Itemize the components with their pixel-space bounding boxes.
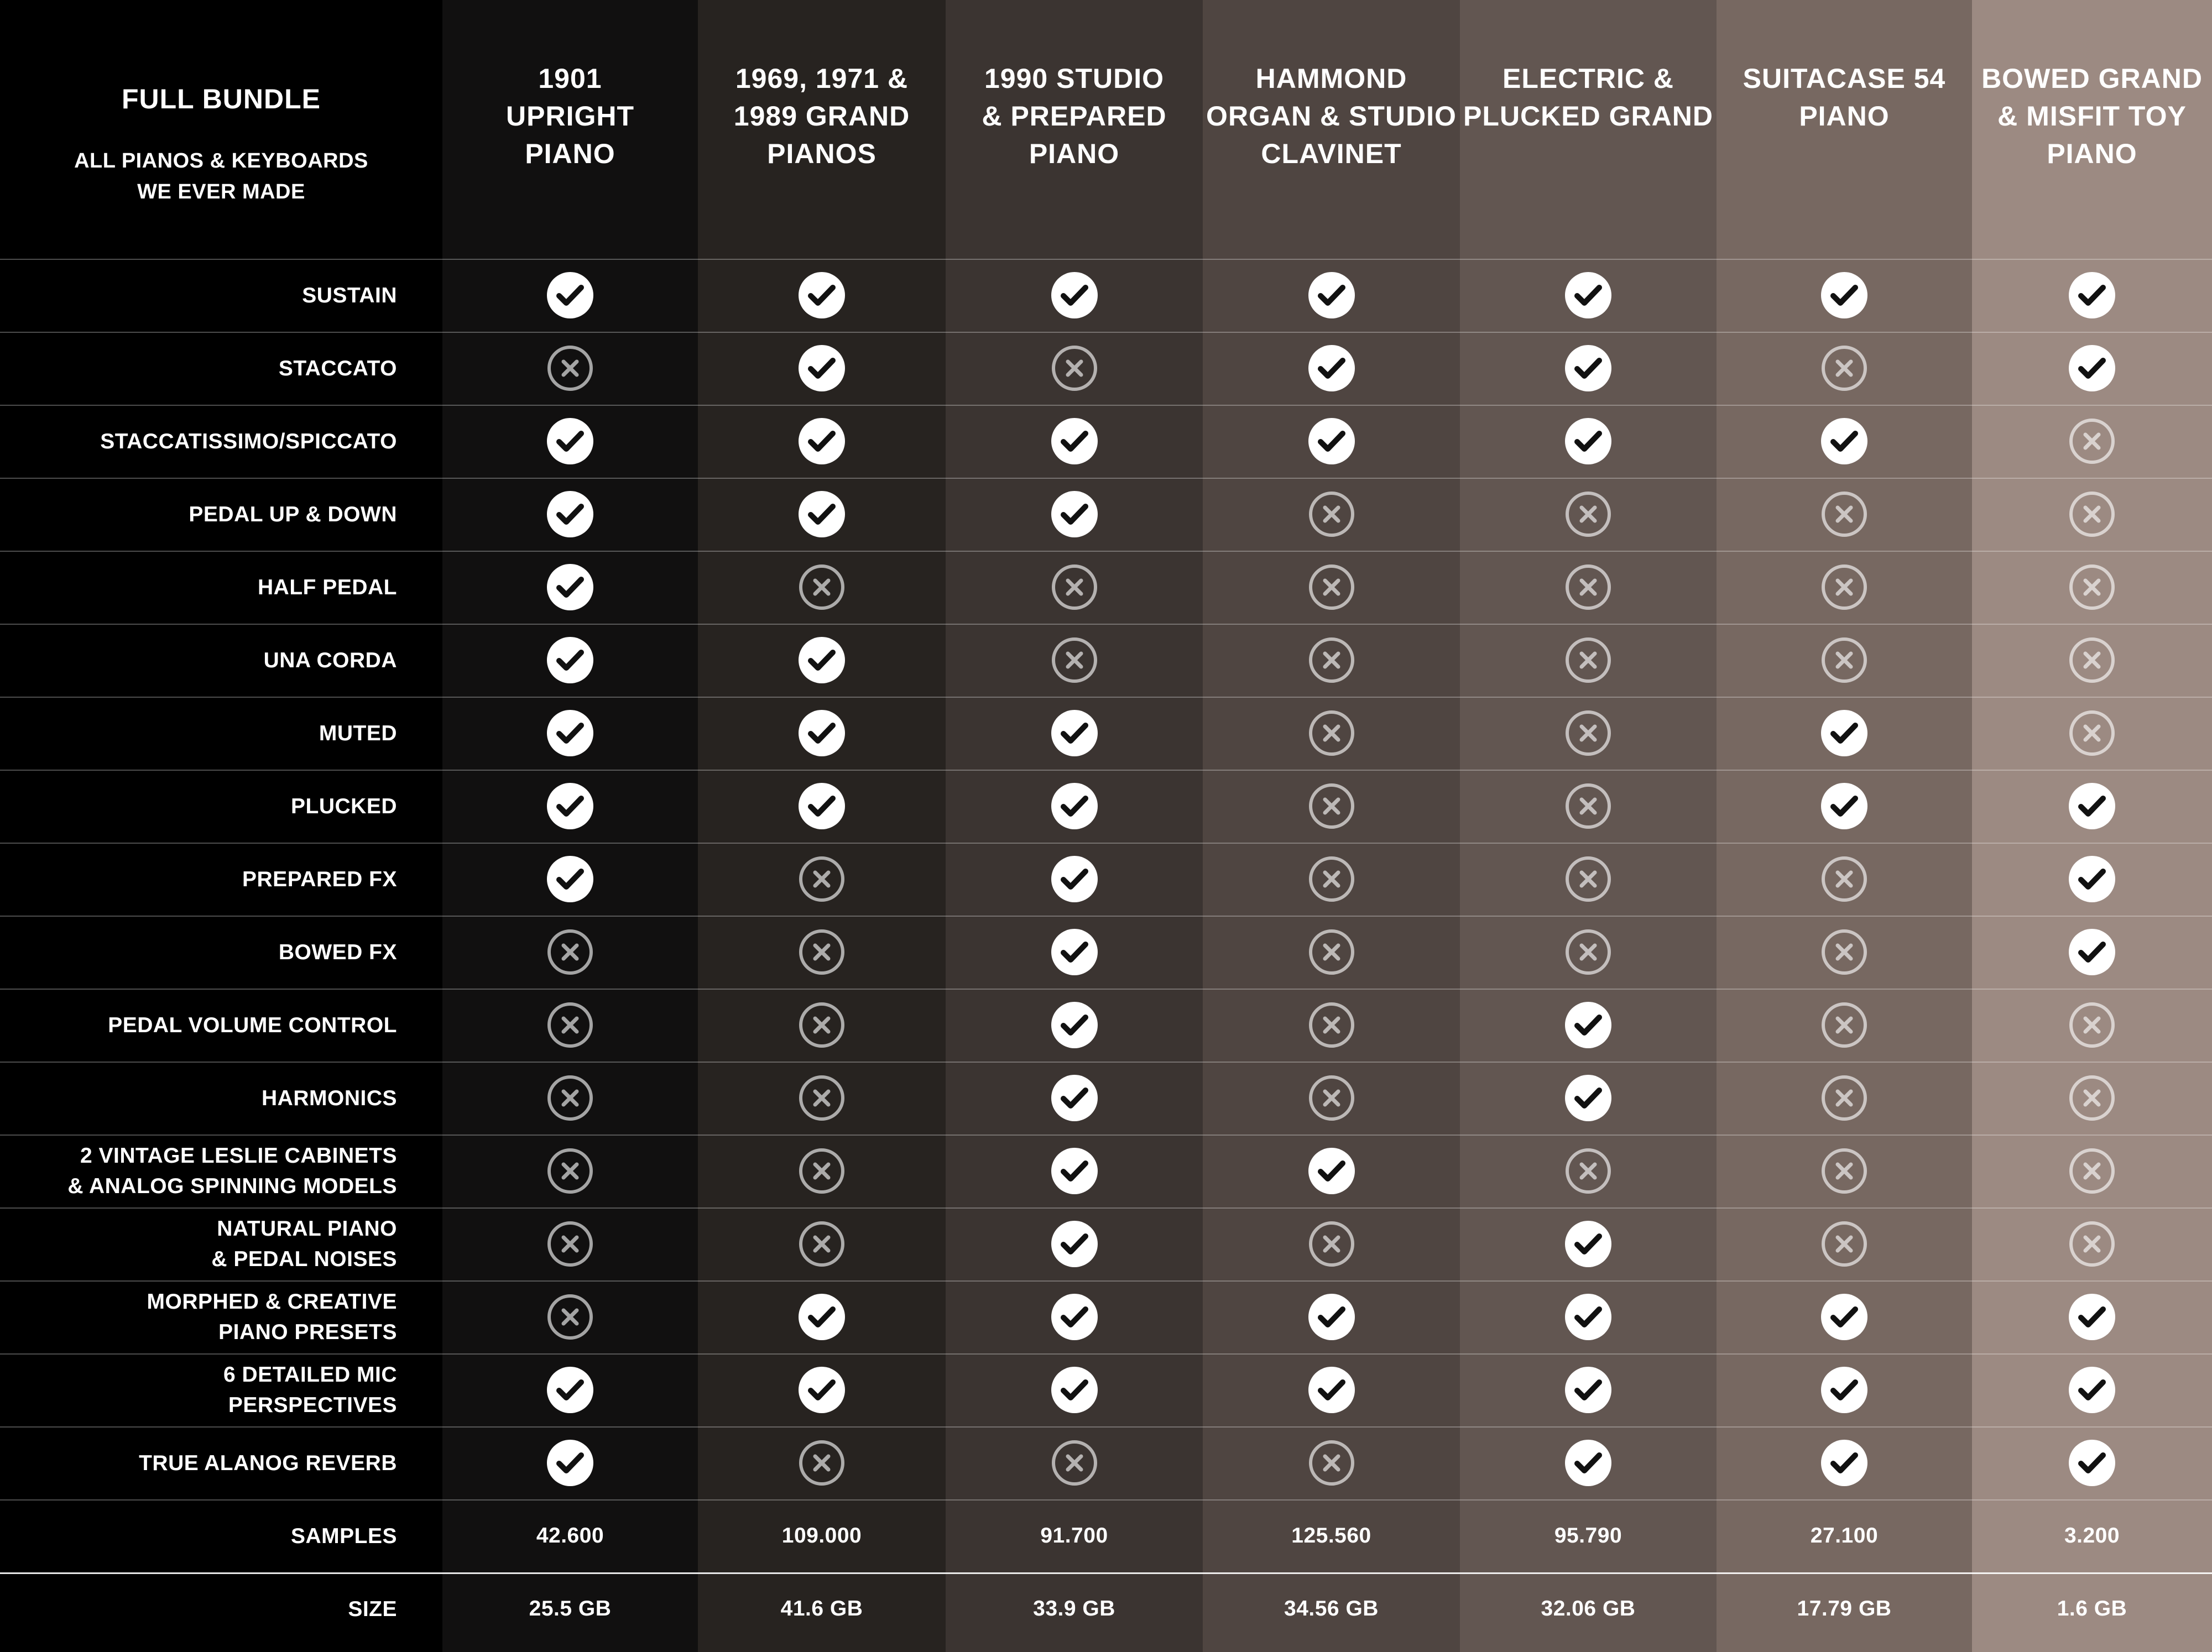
x-circle-icon — [799, 564, 845, 610]
x-circle-icon — [1051, 564, 1098, 610]
feature-included — [1717, 1426, 1972, 1499]
stat-value: 95.790 — [1554, 1524, 1623, 1548]
feature-label: HALF PEDAL — [258, 575, 397, 599]
x-circle-icon — [1821, 1221, 1867, 1267]
bundle-subtitle: ALL PIANOS & KEYBOARDS WE EVER MADE — [74, 149, 368, 203]
feature-label: STACCATO — [278, 356, 397, 380]
feature-excluded — [1460, 478, 1717, 551]
feature-label: 6 DETAILED MIC PERSPECTIVES — [223, 1363, 397, 1417]
feature-excluded — [1717, 1207, 1972, 1280]
feature-excluded — [1972, 478, 2212, 551]
check-circle-icon — [1051, 710, 1098, 756]
check-circle-icon — [547, 491, 593, 537]
feature-label: PLUCKED — [290, 794, 397, 818]
check-circle-icon — [799, 1367, 845, 1413]
feature-included — [698, 332, 946, 405]
x-circle-icon — [1051, 345, 1098, 391]
stat-value: 91.700 — [1040, 1524, 1108, 1548]
x-circle-icon — [2069, 1148, 2115, 1194]
feature-included — [698, 1280, 946, 1353]
feature-included — [1972, 770, 2212, 843]
feature-excluded — [698, 551, 946, 624]
x-circle-icon — [1308, 564, 1355, 610]
check-circle-icon — [547, 637, 593, 683]
stat-value: 33.9 GB — [1033, 1597, 1115, 1620]
feature-excluded — [1972, 405, 2212, 478]
feature-label: TRUE ALANOG REVERB — [139, 1451, 397, 1475]
x-circle-icon — [547, 1148, 593, 1194]
x-circle-icon — [1308, 929, 1355, 975]
feature-label: MORPHED & CREATIVE PIANO PRESETS — [147, 1290, 397, 1344]
bundle-title: FULL BUNDLE — [121, 83, 321, 114]
feature-excluded — [1972, 697, 2212, 770]
feature-included — [946, 1062, 1203, 1135]
x-circle-icon — [1565, 783, 1611, 829]
feature-excluded — [1460, 916, 1717, 989]
feature-excluded — [1203, 1207, 1460, 1280]
stat-value: 34.56 GB — [1284, 1597, 1379, 1620]
feature-excluded — [698, 1426, 946, 1499]
x-circle-icon — [1821, 929, 1867, 975]
feature-excluded — [1717, 1135, 1972, 1207]
x-circle-icon — [1308, 1075, 1355, 1121]
check-circle-icon — [1821, 1367, 1867, 1413]
feature-included — [698, 770, 946, 843]
check-circle-icon — [799, 418, 845, 464]
feature-excluded — [946, 1426, 1203, 1499]
stat-value: 42.600 — [536, 1524, 604, 1548]
feature-excluded — [698, 989, 946, 1062]
feature-included — [698, 478, 946, 551]
feature-excluded — [1972, 1062, 2212, 1135]
check-circle-icon — [1051, 1367, 1098, 1413]
x-circle-icon — [1308, 710, 1355, 756]
x-circle-icon — [1565, 564, 1611, 610]
feature-included — [1203, 405, 1460, 478]
x-circle-icon — [1565, 637, 1611, 683]
feature-included — [1717, 770, 1972, 843]
check-circle-icon — [1821, 710, 1867, 756]
check-circle-icon — [547, 272, 593, 318]
feature-included — [946, 989, 1203, 1062]
check-circle-icon — [2069, 929, 2115, 975]
check-circle-icon — [1565, 272, 1611, 318]
check-circle-icon — [547, 564, 593, 610]
feature-excluded — [1203, 697, 1460, 770]
header-corner — [0, 0, 442, 259]
x-circle-icon — [799, 929, 845, 975]
feature-excluded — [698, 1207, 946, 1280]
feature-excluded — [698, 1135, 946, 1207]
check-circle-icon — [1051, 1221, 1098, 1267]
x-circle-icon — [547, 929, 593, 975]
check-circle-icon — [1051, 1294, 1098, 1340]
check-circle-icon — [547, 1367, 593, 1413]
feature-included — [698, 1353, 946, 1426]
x-circle-icon — [2069, 710, 2115, 756]
stat-label: SAMPLES — [290, 1524, 397, 1548]
check-circle-icon — [799, 345, 845, 391]
stat-value: 32.06 GB — [1541, 1597, 1636, 1620]
x-circle-icon — [799, 856, 845, 902]
feature-label: MUTED — [319, 721, 397, 745]
check-circle-icon — [2069, 345, 2115, 391]
feature-included — [1972, 259, 2212, 332]
check-circle-icon — [547, 1440, 593, 1486]
check-circle-icon — [799, 272, 845, 318]
x-circle-icon — [1308, 1002, 1355, 1048]
feature-included — [442, 551, 698, 624]
check-circle-icon — [1565, 1294, 1611, 1340]
feature-excluded — [1203, 1426, 1460, 1499]
feature-excluded — [442, 989, 698, 1062]
feature-excluded — [1717, 843, 1972, 916]
feature-label: SUSTAIN — [302, 283, 397, 307]
check-circle-icon — [1821, 783, 1867, 829]
check-circle-icon — [1565, 1221, 1611, 1267]
check-circle-icon — [1821, 272, 1867, 318]
feature-label: STACCATISSIMO/SPICCATO — [100, 429, 397, 453]
x-circle-icon — [547, 1002, 593, 1048]
feature-included — [946, 1135, 1203, 1207]
check-circle-icon — [1565, 1367, 1611, 1413]
x-circle-icon — [1565, 710, 1611, 756]
product-header: ELECTRIC & PLUCKED GRAND — [1463, 63, 1713, 132]
x-circle-icon — [1565, 491, 1611, 537]
feature-included — [1460, 405, 1717, 478]
feature-included — [442, 259, 698, 332]
x-circle-icon — [1821, 1148, 1867, 1194]
feature-label: BOWED FX — [278, 940, 397, 964]
product-header: 1969, 1971 & 1989 GRAND PIANOS — [733, 63, 910, 169]
feature-included — [442, 624, 698, 697]
check-circle-icon — [1821, 418, 1867, 464]
feature-excluded — [946, 624, 1203, 697]
feature-excluded — [1203, 478, 1460, 551]
feature-included — [1460, 1062, 1717, 1135]
feature-excluded — [1460, 697, 1717, 770]
feature-label: PEDAL UP & DOWN — [189, 502, 397, 526]
x-circle-icon — [1821, 1075, 1867, 1121]
feature-included — [946, 405, 1203, 478]
x-circle-icon — [1821, 1002, 1867, 1048]
feature-excluded — [1717, 624, 1972, 697]
feature-label: UNA CORDA — [263, 648, 397, 672]
stat-label: SIZE — [348, 1597, 397, 1621]
feature-included — [946, 1280, 1203, 1353]
feature-excluded — [1203, 989, 1460, 1062]
check-circle-icon — [1051, 491, 1098, 537]
check-circle-icon — [1051, 1002, 1098, 1048]
stat-value: 3.200 — [2064, 1524, 2120, 1548]
feature-excluded — [1460, 770, 1717, 843]
feature-excluded — [442, 916, 698, 989]
feature-excluded — [1203, 551, 1460, 624]
x-circle-icon — [1565, 1148, 1611, 1194]
check-circle-icon — [799, 491, 845, 537]
feature-included — [1460, 259, 1717, 332]
feature-included — [1460, 1426, 1717, 1499]
product-header: SUITACASE 54 PIANO — [1743, 63, 1946, 132]
x-circle-icon — [2069, 564, 2115, 610]
check-circle-icon — [799, 783, 845, 829]
feature-included — [946, 259, 1203, 332]
x-circle-icon — [799, 1148, 845, 1194]
feature-excluded — [946, 551, 1203, 624]
feature-included — [946, 843, 1203, 916]
check-circle-icon — [1051, 418, 1098, 464]
feature-included — [1203, 1135, 1460, 1207]
x-circle-icon — [547, 1221, 593, 1267]
feature-included — [946, 697, 1203, 770]
x-circle-icon — [2069, 418, 2115, 464]
feature-label: NATURAL PIANO & PEDAL NOISES — [211, 1217, 397, 1271]
feature-excluded — [698, 916, 946, 989]
check-circle-icon — [1051, 1148, 1098, 1194]
feature-included — [698, 624, 946, 697]
feature-included — [1717, 1280, 1972, 1353]
feature-included — [1460, 1280, 1717, 1353]
check-circle-icon — [1565, 1075, 1611, 1121]
check-circle-icon — [2069, 1440, 2115, 1486]
feature-excluded — [442, 1280, 698, 1353]
feature-excluded — [1717, 1062, 1972, 1135]
feature-label: 2 VINTAGE LESLIE CABINETS & ANALOG SPINNING MODELS — [67, 1144, 397, 1198]
stat-value: 1.6 GB — [2057, 1597, 2127, 1620]
x-circle-icon — [1821, 856, 1867, 902]
feature-excluded — [442, 1207, 698, 1280]
product-header: 1990 STUDIO & PREPARED PIANO — [982, 63, 1167, 169]
stat-value: 27.100 — [1810, 1524, 1879, 1548]
check-circle-icon — [2069, 1294, 2115, 1340]
feature-excluded — [1460, 624, 1717, 697]
x-circle-icon — [1308, 856, 1355, 902]
product-header: 1901 UPRIGHT PIANO — [506, 63, 634, 169]
feature-included — [1972, 916, 2212, 989]
x-circle-icon — [799, 1221, 845, 1267]
feature-excluded — [1972, 989, 2212, 1062]
check-circle-icon — [1565, 418, 1611, 464]
check-circle-icon — [1051, 783, 1098, 829]
feature-excluded — [1972, 624, 2212, 697]
check-circle-icon — [547, 856, 593, 902]
check-circle-icon — [1565, 345, 1611, 391]
check-circle-icon — [799, 637, 845, 683]
product-header: HAMMOND ORGAN & STUDIO CLAVINET — [1206, 63, 1457, 169]
check-circle-icon — [1051, 1075, 1098, 1121]
check-circle-icon — [1565, 1440, 1611, 1486]
x-circle-icon — [1308, 637, 1355, 683]
feature-excluded — [1460, 551, 1717, 624]
check-circle-icon — [1308, 1294, 1355, 1340]
check-circle-icon — [1308, 418, 1355, 464]
x-circle-icon — [1308, 491, 1355, 537]
feature-excluded — [1203, 843, 1460, 916]
feature-included — [1460, 989, 1717, 1062]
feature-label: PEDAL VOLUME CONTROL — [108, 1013, 397, 1037]
x-circle-icon — [2069, 637, 2115, 683]
feature-excluded — [1972, 1207, 2212, 1280]
feature-included — [442, 405, 698, 478]
x-circle-icon — [2069, 1075, 2115, 1121]
x-circle-icon — [2069, 1221, 2115, 1267]
stat-value: 41.6 GB — [780, 1597, 863, 1620]
feature-included — [1717, 697, 1972, 770]
feature-included — [1972, 1280, 2212, 1353]
feature-excluded — [1203, 770, 1460, 843]
feature-included — [442, 1353, 698, 1426]
check-circle-icon — [2069, 783, 2115, 829]
feature-excluded — [1717, 989, 1972, 1062]
x-circle-icon — [799, 1002, 845, 1048]
feature-included — [1717, 405, 1972, 478]
feature-included — [442, 697, 698, 770]
product-header: BOWED GRAND & MISFIT TOY PIANO — [1981, 63, 2203, 169]
check-circle-icon — [547, 418, 593, 464]
check-circle-icon — [1308, 1148, 1355, 1194]
check-circle-icon — [1051, 929, 1098, 975]
x-circle-icon — [799, 1440, 845, 1486]
feature-excluded — [1203, 916, 1460, 989]
feature-included — [946, 916, 1203, 989]
x-circle-icon — [1308, 1440, 1355, 1486]
x-circle-icon — [799, 1075, 845, 1121]
x-circle-icon — [1051, 1440, 1098, 1486]
feature-included — [442, 1426, 698, 1499]
x-circle-icon — [1308, 783, 1355, 829]
feature-included — [1203, 259, 1460, 332]
check-circle-icon — [1308, 345, 1355, 391]
feature-included — [1972, 1426, 2212, 1499]
feature-excluded — [1460, 1135, 1717, 1207]
check-circle-icon — [1051, 272, 1098, 318]
feature-excluded — [442, 332, 698, 405]
check-circle-icon — [1821, 1440, 1867, 1486]
x-circle-icon — [1821, 637, 1867, 683]
feature-included — [698, 697, 946, 770]
feature-included — [1972, 843, 2212, 916]
feature-included — [946, 1353, 1203, 1426]
feature-excluded — [1460, 843, 1717, 916]
feature-included — [698, 405, 946, 478]
x-circle-icon — [1565, 856, 1611, 902]
stat-value: 125.560 — [1291, 1524, 1371, 1548]
feature-included — [1203, 332, 1460, 405]
x-circle-icon — [1308, 1221, 1355, 1267]
feature-excluded — [1717, 332, 1972, 405]
feature-excluded — [1717, 551, 1972, 624]
feature-excluded — [946, 332, 1203, 405]
feature-included — [946, 1207, 1203, 1280]
feature-excluded — [698, 843, 946, 916]
feature-included — [442, 843, 698, 916]
x-circle-icon — [2069, 1002, 2115, 1048]
feature-excluded — [698, 1062, 946, 1135]
x-circle-icon — [2069, 491, 2115, 537]
x-circle-icon — [1051, 637, 1098, 683]
check-circle-icon — [2069, 856, 2115, 902]
check-circle-icon — [2069, 1367, 2115, 1413]
check-circle-icon — [1051, 856, 1098, 902]
feature-label: PREPARED FX — [242, 867, 397, 891]
x-circle-icon — [1821, 345, 1867, 391]
feature-excluded — [1203, 624, 1460, 697]
check-circle-icon — [1565, 1002, 1611, 1048]
feature-included — [1460, 332, 1717, 405]
feature-excluded — [1717, 916, 1972, 989]
feature-included — [698, 259, 946, 332]
check-circle-icon — [1308, 1367, 1355, 1413]
x-circle-icon — [1821, 491, 1867, 537]
stat-value: 17.79 GB — [1797, 1597, 1892, 1620]
feature-included — [946, 770, 1203, 843]
x-circle-icon — [547, 1075, 593, 1121]
feature-included — [442, 478, 698, 551]
feature-included — [442, 770, 698, 843]
stat-value: 25.5 GB — [529, 1597, 612, 1620]
feature-excluded — [1972, 551, 2212, 624]
feature-included — [1460, 1207, 1717, 1280]
x-circle-icon — [1565, 929, 1611, 975]
stat-value: 109.000 — [781, 1524, 862, 1548]
feature-included — [1203, 1353, 1460, 1426]
check-circle-icon — [2069, 272, 2115, 318]
feature-included — [1972, 1353, 2212, 1426]
feature-included — [1717, 259, 1972, 332]
feature-excluded — [442, 1062, 698, 1135]
check-circle-icon — [1308, 272, 1355, 318]
feature-excluded — [442, 1135, 698, 1207]
feature-included — [946, 478, 1203, 551]
feature-excluded — [1717, 478, 1972, 551]
check-circle-icon — [799, 710, 845, 756]
feature-included — [1460, 1353, 1717, 1426]
feature-excluded — [1972, 1135, 2212, 1207]
check-circle-icon — [1821, 1294, 1867, 1340]
feature-excluded — [1203, 1062, 1460, 1135]
feature-label: HARMONICS — [262, 1086, 397, 1110]
x-circle-icon — [1821, 564, 1867, 610]
check-circle-icon — [547, 783, 593, 829]
check-circle-icon — [547, 710, 593, 756]
check-circle-icon — [799, 1294, 845, 1340]
feature-included — [1717, 1353, 1972, 1426]
feature-included — [1972, 332, 2212, 405]
x-circle-icon — [547, 1294, 593, 1340]
x-circle-icon — [547, 345, 593, 391]
feature-included — [1203, 1280, 1460, 1353]
